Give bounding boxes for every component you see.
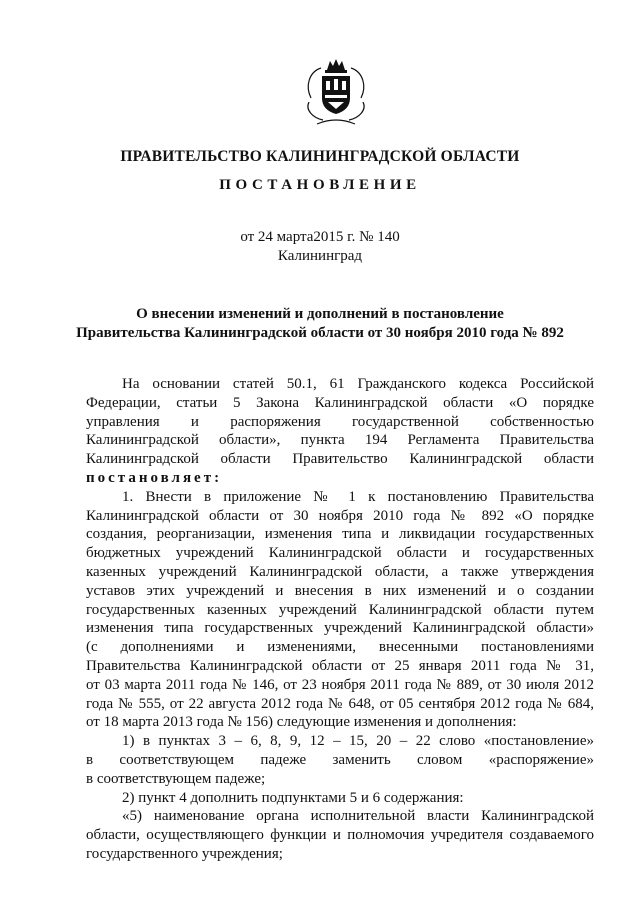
intro-paragraph [86,375,594,488]
date-and-number: от 24 марта2015 г. № 140 [240,229,400,245]
text-line: «5) наименование органа исполнительной власти Калининградской [122,808,594,825]
subject-line: Правительства Калининградской области от 30 ноября 2010 года № 892 [76,325,564,341]
text-line: На основании статей 50.1, 61 Гражданского кодекса Российской [122,376,594,392]
document-type: ПОСТАНОВЛЕНИЕ [219,177,421,193]
text-line: создания, реорганизации, изменения типа и ликвидации государственных [86,526,594,543]
text-line: управления и распоряжения государственной собственностью [86,413,594,430]
document-body [86,375,594,864]
text-line: государственного учреждения; [86,845,283,862]
text-line: Правительства Калининградской области от 25 января 2011 года № 31, [86,657,594,674]
government-title: ПРАВИТЕЛЬСТВО КАЛИНИНГРАДСКОЙ ОБЛАСТИ [120,148,520,165]
city: Калининград [277,248,363,264]
text-line: Федерации, статьи 5 Закона Калининградской области «О порядке [86,394,594,411]
coat-of-arms-emblem [303,58,369,128]
text-line: Калининградской области Правительство Калининградской области [86,451,594,468]
item-1-paragraph [86,488,594,732]
text-line: области, осуществляющего функции и полномочия учредителя создаваемого [86,827,594,844]
text-line: от 03 марта 2011 года № 146, от 23 ноября 2011 года № 889, от 30 июля 2012 [86,676,594,693]
decree-word: постановляет: [86,469,223,486]
text-line: государственных казенных учреждений Калининградской области путем [86,601,594,618]
text-line: в соответствующем падеже; [86,770,266,787]
text-line: Калининградской области от 30 ноября 2010 года № 892 «О порядке [86,507,594,524]
text-line: 1. Внести в приложение № 1 к постановлению Правительства [122,488,594,505]
text-line: года № 555, от 22 августа 2012 года № 648, от 05 сентября 2012 года № 684, [86,695,594,712]
text-line: уставов этих учреждений и внесения в них изменений и о создании [86,582,594,599]
text-line: изменения типа государственных учреждений Калининградской области» [86,620,594,637]
document-subject [40,305,600,343]
quoted-subitem-paragraph [86,807,594,863]
text-line: 2) пункт 4 дополнить подпунктами 5 и 6 содержания: [122,789,464,806]
text-line: Калининградской области», пункта 194 Регламента Правительства [86,432,594,449]
subitem-1-paragraph [86,732,594,788]
text-line: 1) в пунктах 3 – 6, 8, 9, 12 – 15, 20 – 22 слово «постановление» [122,733,594,750]
subitem-2-paragraph [86,789,594,808]
text-line: бюджетных учреждений Калининградской области и государственных [86,545,594,562]
subject-line: О внесении изменений и дополнений в постановление [136,306,504,322]
text-line: казенных учреждений Калининградской области, а также утверждения [86,563,594,580]
text-line: в соответствующем падеже заменить словом «распоряжение» [86,751,594,768]
text-line: (с дополнениями и изменениями, внесенными постановлениями [86,639,594,656]
text-line: от 18 марта 2013 года № 156) следующие изменения и дополнения: [86,714,517,731]
